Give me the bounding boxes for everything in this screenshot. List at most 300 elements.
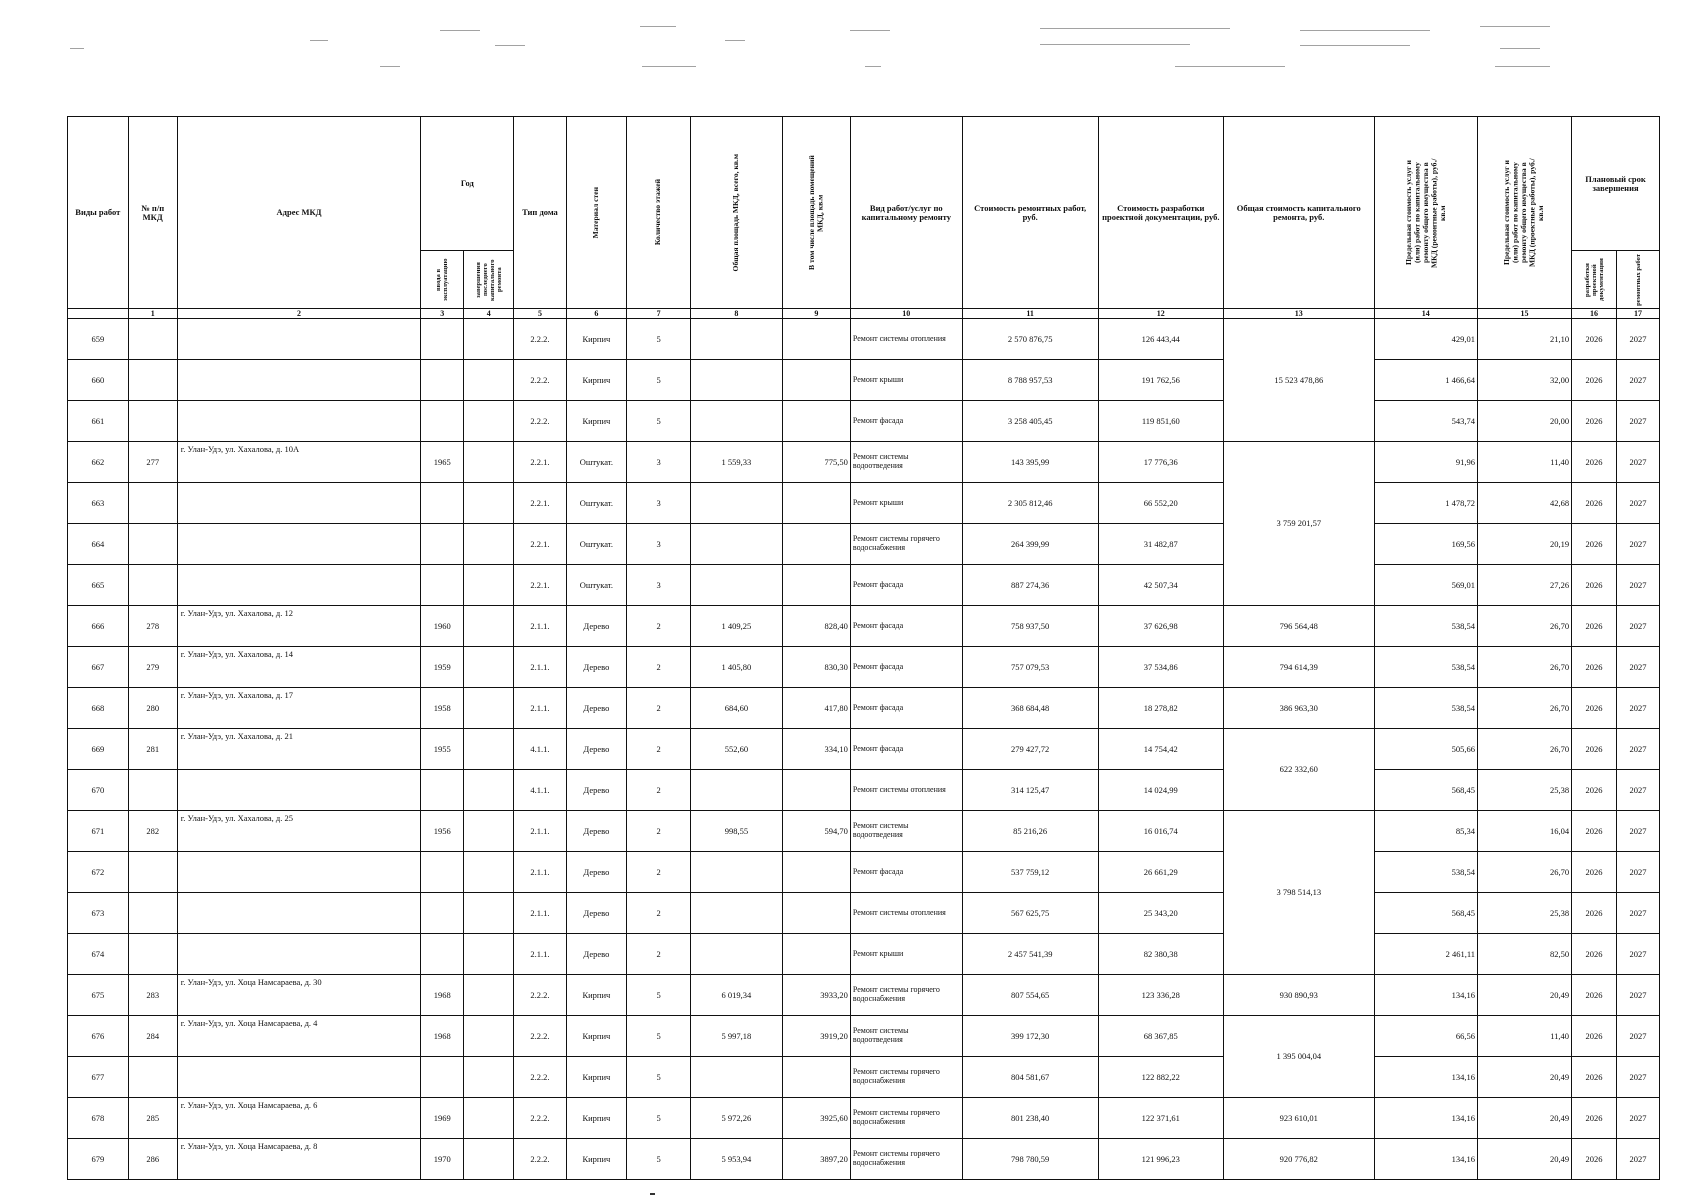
row-year-commissioned — [421, 524, 464, 565]
row-address — [177, 319, 421, 360]
row-total-cost: 1 395 004,04 — [1224, 1016, 1375, 1098]
row-total-area: 998,55 — [690, 811, 782, 852]
row-address: г. Улан-Удэ, ул. Хахалова, д. 12 — [177, 606, 421, 647]
row-floors: 2 — [627, 934, 691, 975]
row-deadline-repair: 2027 — [1617, 1057, 1660, 1098]
row-house-type: 2.2.2. — [514, 1057, 566, 1098]
table-row — [68, 729, 1660, 770]
row-address: г. Улан-Удэ, ул. Хоца Намсараева, д. 6 — [177, 1098, 421, 1139]
row-mkd-number — [128, 934, 177, 975]
row-repair-cost: 798 780,59 — [962, 1139, 1098, 1180]
col-number: 7 — [627, 309, 691, 319]
row-year-commissioned: 1959 — [421, 647, 464, 688]
row-deadline-repair: 2027 — [1617, 524, 1660, 565]
row-work-type: Ремонт фасада — [850, 852, 962, 893]
row-floors: 2 — [627, 688, 691, 729]
row-deadline-repair: 2027 — [1617, 729, 1660, 770]
row-work-number: 668 — [68, 688, 129, 729]
row-design-cost: 37 534,86 — [1098, 647, 1223, 688]
row-work-type: Ремонт фасада — [850, 688, 962, 729]
row-year-commissioned: 1968 — [421, 1016, 464, 1057]
row-year-last-repair — [464, 1098, 514, 1139]
row-year-last-repair — [464, 770, 514, 811]
row-design-cost: 14 024,99 — [1098, 770, 1223, 811]
col-number: 5 — [514, 309, 566, 319]
table-row — [68, 442, 1660, 483]
row-limit-repair: 66,56 — [1374, 1016, 1477, 1057]
row-total-area — [690, 319, 782, 360]
row-mkd-number: 280 — [128, 688, 177, 729]
row-limit-design: 25,38 — [1478, 893, 1572, 934]
row-deadline-repair: 2027 — [1617, 975, 1660, 1016]
row-limit-design: 20,49 — [1478, 1057, 1572, 1098]
col-header-house-type: Тип дома — [514, 117, 566, 309]
row-work-type: Ремонт крыши — [850, 934, 962, 975]
row-wall-material: Дерево — [566, 934, 627, 975]
row-repair-cost: 801 238,40 — [962, 1098, 1098, 1139]
col-header-floors — [627, 117, 691, 309]
row-premises-area — [782, 401, 850, 442]
row-deadline-repair: 2027 — [1617, 1016, 1660, 1057]
row-year-last-repair — [464, 1016, 514, 1057]
row-mkd-number — [128, 852, 177, 893]
row-address: г. Улан-Удэ, ул. Хоца Намсараева, д. 8 — [177, 1139, 421, 1180]
row-design-cost: 66 552,20 — [1098, 483, 1223, 524]
row-premises-area — [782, 770, 850, 811]
row-limit-repair: 134,16 — [1374, 1057, 1477, 1098]
row-year-commissioned: 1956 — [421, 811, 464, 852]
table-row — [68, 893, 1660, 934]
row-house-type: 2.2.1. — [514, 483, 566, 524]
col-header-limit-design — [1478, 117, 1572, 309]
row-limit-design: 21,10 — [1478, 319, 1572, 360]
row-house-type: 2.2.2. — [514, 360, 566, 401]
col-number: 9 — [782, 309, 850, 319]
row-limit-design: 20,49 — [1478, 1139, 1572, 1180]
col-number: 10 — [850, 309, 962, 319]
row-deadline-design: 2026 — [1572, 852, 1617, 893]
year-commissioned-label: ввода в эксплуатацию — [435, 258, 450, 301]
col-number: 1 — [128, 309, 177, 319]
row-repair-cost: 757 079,53 — [962, 647, 1098, 688]
row-wall-material: Кирпич — [566, 401, 627, 442]
row-deadline-design: 2026 — [1572, 647, 1617, 688]
limit-repair-label: Предельная стоимость услуг и (или) работ по капитальному ремонту общего имущества в МКД (ремонтные работы), руб./кв.м — [1403, 157, 1447, 268]
row-wall-material: Дерево — [566, 729, 627, 770]
row-mkd-number — [128, 524, 177, 565]
row-deadline-repair: 2027 — [1617, 852, 1660, 893]
row-wall-material: Кирпич — [566, 1057, 627, 1098]
row-house-type: 2.2.2. — [514, 1098, 566, 1139]
row-limit-design: 20,00 — [1478, 401, 1572, 442]
row-work-type: Ремонт системы отопления — [850, 770, 962, 811]
row-address — [177, 934, 421, 975]
row-wall-material: Дерево — [566, 770, 627, 811]
row-year-last-repair — [464, 565, 514, 606]
row-total-cost: 794 614,39 — [1224, 647, 1375, 688]
col-number: 11 — [962, 309, 1098, 319]
row-deadline-design: 2026 — [1572, 483, 1617, 524]
row-deadline-repair: 2027 — [1617, 688, 1660, 729]
row-deadline-design: 2026 — [1572, 1098, 1617, 1139]
row-design-cost: 31 482,87 — [1098, 524, 1223, 565]
table-row — [68, 647, 1660, 688]
row-year-commissioned — [421, 401, 464, 442]
row-work-number: 669 — [68, 729, 129, 770]
col-number: 4 — [464, 309, 514, 319]
row-design-cost: 123 336,28 — [1098, 975, 1223, 1016]
row-limit-design: 26,70 — [1478, 852, 1572, 893]
row-premises-area: 830,30 — [782, 647, 850, 688]
row-repair-cost: 2 457 541,39 — [962, 934, 1098, 975]
row-house-type: 2.2.1. — [514, 565, 566, 606]
row-repair-cost: 368 684,48 — [962, 688, 1098, 729]
row-wall-material: Дерево — [566, 606, 627, 647]
row-year-last-repair — [464, 442, 514, 483]
row-year-commissioned — [421, 319, 464, 360]
row-mkd-number: 283 — [128, 975, 177, 1016]
row-floors: 2 — [627, 811, 691, 852]
row-house-type: 2.2.2. — [514, 1016, 566, 1057]
row-year-commissioned — [421, 934, 464, 975]
row-work-type: Ремонт фасада — [850, 565, 962, 606]
row-total-cost: 796 564,48 — [1224, 606, 1375, 647]
row-limit-repair: 568,45 — [1374, 770, 1477, 811]
row-repair-cost: 279 427,72 — [962, 729, 1098, 770]
table-row — [68, 1057, 1660, 1098]
row-house-type: 2.1.1. — [514, 688, 566, 729]
row-deadline-design: 2026 — [1572, 565, 1617, 606]
row-work-type: Ремонт системы водоотведения — [850, 1016, 962, 1057]
col-number: 13 — [1224, 309, 1375, 319]
row-wall-material: Оштукат. — [566, 442, 627, 483]
row-repair-cost: 887 274,36 — [962, 565, 1098, 606]
row-total-area: 684,60 — [690, 688, 782, 729]
row-year-commissioned: 1965 — [421, 442, 464, 483]
row-address — [177, 893, 421, 934]
row-deadline-design: 2026 — [1572, 688, 1617, 729]
row-wall-material: Оштукат. — [566, 565, 627, 606]
row-year-last-repair — [464, 1057, 514, 1098]
row-repair-cost: 567 625,75 — [962, 893, 1098, 934]
row-design-cost: 14 754,42 — [1098, 729, 1223, 770]
floors-label: Количество этажей — [653, 179, 663, 246]
row-work-number: 676 — [68, 1016, 129, 1057]
row-work-type: Ремонт системы отопления — [850, 319, 962, 360]
row-year-last-repair — [464, 852, 514, 893]
table-row — [68, 811, 1660, 852]
row-premises-area — [782, 360, 850, 401]
row-work-number: 667 — [68, 647, 129, 688]
row-floors: 5 — [627, 1098, 691, 1139]
col-number: 8 — [690, 309, 782, 319]
row-design-cost: 25 343,20 — [1098, 893, 1223, 934]
row-year-commissioned: 1968 — [421, 975, 464, 1016]
row-house-type: 2.1.1. — [514, 606, 566, 647]
row-repair-cost: 8 788 957,53 — [962, 360, 1098, 401]
col-number: 3 — [421, 309, 464, 319]
row-address: г. Улан-Удэ, ул. Хоца Намсараева, д. 30 — [177, 975, 421, 1016]
row-design-cost: 82 380,38 — [1098, 934, 1223, 975]
row-address: г. Улан-Удэ, ул. Хахалова, д. 14 — [177, 647, 421, 688]
row-year-last-repair — [464, 483, 514, 524]
row-year-last-repair — [464, 401, 514, 442]
row-work-number: 672 — [68, 852, 129, 893]
row-floors: 5 — [627, 319, 691, 360]
row-floors: 2 — [627, 893, 691, 934]
row-total-area — [690, 893, 782, 934]
row-repair-cost: 2 305 812,46 — [962, 483, 1098, 524]
row-mkd-number — [128, 483, 177, 524]
row-design-cost: 68 367,85 — [1098, 1016, 1223, 1057]
row-limit-repair: 134,16 — [1374, 975, 1477, 1016]
row-deadline-design: 2026 — [1572, 975, 1617, 1016]
row-work-number: 679 — [68, 1139, 129, 1180]
row-mkd-number — [128, 319, 177, 360]
row-total-area — [690, 360, 782, 401]
row-deadline-design: 2026 — [1572, 442, 1617, 483]
row-deadline-repair: 2027 — [1617, 360, 1660, 401]
row-design-cost: 26 661,29 — [1098, 852, 1223, 893]
table-row — [68, 934, 1660, 975]
row-premises-area: 3919,20 — [782, 1016, 850, 1057]
row-work-type: Ремонт системы отопления — [850, 893, 962, 934]
row-year-commissioned — [421, 565, 464, 606]
row-floors: 2 — [627, 647, 691, 688]
row-year-last-repair — [464, 524, 514, 565]
row-house-type: 4.1.1. — [514, 770, 566, 811]
col-header-repair-cost: Стоимость ремонтных работ, руб. — [962, 117, 1098, 309]
row-limit-repair: 568,45 — [1374, 893, 1477, 934]
row-work-number: 674 — [68, 934, 129, 975]
row-deadline-repair: 2027 — [1617, 483, 1660, 524]
row-total-area: 1 405,80 — [690, 647, 782, 688]
row-total-area: 5 953,94 — [690, 1139, 782, 1180]
col-number: 14 — [1374, 309, 1477, 319]
row-limit-design: 20,49 — [1478, 975, 1572, 1016]
row-total-cost: 923 610,01 — [1224, 1098, 1375, 1139]
col-number: 12 — [1098, 309, 1223, 319]
row-floors: 2 — [627, 770, 691, 811]
row-total-cost: 3 798 514,13 — [1224, 811, 1375, 975]
row-limit-repair: 1 466,64 — [1374, 360, 1477, 401]
row-year-commissioned: 1960 — [421, 606, 464, 647]
row-premises-area — [782, 934, 850, 975]
row-total-cost: 622 332,60 — [1224, 729, 1375, 811]
row-year-commissioned — [421, 360, 464, 401]
row-year-commissioned — [421, 1057, 464, 1098]
row-work-number: 660 — [68, 360, 129, 401]
row-work-type: Ремонт фасада — [850, 606, 962, 647]
row-house-type: 2.1.1. — [514, 852, 566, 893]
row-work-type: Ремонт системы водоотведения — [850, 811, 962, 852]
row-limit-design: 26,70 — [1478, 647, 1572, 688]
row-deadline-repair: 2027 — [1617, 565, 1660, 606]
row-year-commissioned: 1969 — [421, 1098, 464, 1139]
row-work-type: Ремонт системы горячего водоснабжения — [850, 1057, 962, 1098]
table-row — [68, 524, 1660, 565]
row-deadline-design: 2026 — [1572, 524, 1617, 565]
row-design-cost: 37 626,98 — [1098, 606, 1223, 647]
row-repair-cost: 758 937,50 — [962, 606, 1098, 647]
row-deadline-repair: 2027 — [1617, 811, 1660, 852]
row-work-number: 675 — [68, 975, 129, 1016]
row-year-last-repair — [464, 975, 514, 1016]
row-work-number: 670 — [68, 770, 129, 811]
row-work-type: Ремонт системы водоотведения — [850, 442, 962, 483]
row-floors: 5 — [627, 360, 691, 401]
row-total-area — [690, 770, 782, 811]
row-house-type: 4.1.1. — [514, 729, 566, 770]
row-mkd-number: 286 — [128, 1139, 177, 1180]
col-header-deadline-design — [1572, 251, 1617, 309]
row-total-area: 1 409,25 — [690, 606, 782, 647]
row-wall-material: Дерево — [566, 688, 627, 729]
row-address — [177, 360, 421, 401]
row-floors: 2 — [627, 729, 691, 770]
row-premises-area: 594,70 — [782, 811, 850, 852]
row-deadline-design: 2026 — [1572, 770, 1617, 811]
row-deadline-design: 2026 — [1572, 893, 1617, 934]
row-mkd-number: 278 — [128, 606, 177, 647]
col-header-total-area — [690, 117, 782, 309]
row-deadline-repair: 2027 — [1617, 934, 1660, 975]
table-row — [68, 688, 1660, 729]
row-deadline-repair: 2027 — [1617, 893, 1660, 934]
row-total-area: 5 997,18 — [690, 1016, 782, 1057]
row-house-type: 2.2.1. — [514, 442, 566, 483]
row-total-area — [690, 565, 782, 606]
row-floors: 5 — [627, 975, 691, 1016]
row-premises-area — [782, 524, 850, 565]
row-house-type: 2.1.1. — [514, 934, 566, 975]
row-mkd-number — [128, 893, 177, 934]
row-year-commissioned — [421, 483, 464, 524]
row-limit-design: 82,50 — [1478, 934, 1572, 975]
row-repair-cost: 85 216,26 — [962, 811, 1098, 852]
row-floors: 2 — [627, 606, 691, 647]
row-design-cost: 126 443,44 — [1098, 319, 1223, 360]
row-limit-design: 11,40 — [1478, 442, 1572, 483]
row-mkd-number — [128, 1057, 177, 1098]
row-design-cost: 122 882,22 — [1098, 1057, 1223, 1098]
row-year-last-repair — [464, 606, 514, 647]
row-work-number: 659 — [68, 319, 129, 360]
row-work-type: Ремонт фасада — [850, 401, 962, 442]
row-year-commissioned: 1955 — [421, 729, 464, 770]
row-deadline-design: 2026 — [1572, 360, 1617, 401]
row-floors: 3 — [627, 442, 691, 483]
row-address — [177, 401, 421, 442]
row-mkd-number — [128, 565, 177, 606]
row-work-number: 673 — [68, 893, 129, 934]
row-limit-repair: 538,54 — [1374, 852, 1477, 893]
row-address — [177, 770, 421, 811]
row-house-type: 2.2.2. — [514, 975, 566, 1016]
col-number: 6 — [566, 309, 627, 319]
row-address — [177, 483, 421, 524]
row-deadline-design: 2026 — [1572, 1057, 1617, 1098]
row-wall-material: Дерево — [566, 852, 627, 893]
row-premises-area — [782, 319, 850, 360]
row-year-last-repair — [464, 893, 514, 934]
row-mkd-number: 281 — [128, 729, 177, 770]
row-repair-cost: 2 570 876,75 — [962, 319, 1098, 360]
row-deadline-design: 2026 — [1572, 401, 1617, 442]
table-row — [68, 606, 1660, 647]
row-premises-area: 3925,60 — [782, 1098, 850, 1139]
row-limit-design: 26,70 — [1478, 606, 1572, 647]
row-limit-design: 27,26 — [1478, 565, 1572, 606]
row-deadline-repair: 2027 — [1617, 401, 1660, 442]
row-repair-cost: 314 125,47 — [962, 770, 1098, 811]
row-limit-design: 20,19 — [1478, 524, 1572, 565]
row-repair-cost: 3 258 405,45 — [962, 401, 1098, 442]
row-design-cost: 16 016,74 — [1098, 811, 1223, 852]
row-deadline-repair: 2027 — [1617, 647, 1660, 688]
row-wall-material: Дерево — [566, 811, 627, 852]
row-year-last-repair — [464, 811, 514, 852]
row-address: г. Улан-Удэ, ул. Хахалова, д. 10А — [177, 442, 421, 483]
total-area-label: Общая площадь МКД, всего, кв.м — [731, 153, 741, 272]
row-deadline-repair: 2027 — [1617, 442, 1660, 483]
row-limit-repair: 134,16 — [1374, 1098, 1477, 1139]
wall-material-label: Материал стен — [591, 186, 601, 239]
row-wall-material: Кирпич — [566, 1139, 627, 1180]
row-design-cost: 18 278,82 — [1098, 688, 1223, 729]
row-premises-area — [782, 1057, 850, 1098]
row-premises-area: 3897,20 — [782, 1139, 850, 1180]
row-premises-area: 828,40 — [782, 606, 850, 647]
row-design-cost: 122 371,61 — [1098, 1098, 1223, 1139]
col-header-premises-area — [782, 117, 850, 309]
row-limit-repair: 134,16 — [1374, 1139, 1477, 1180]
row-limit-repair: 543,74 — [1374, 401, 1477, 442]
row-premises-area: 417,80 — [782, 688, 850, 729]
row-address — [177, 852, 421, 893]
row-total-area — [690, 1057, 782, 1098]
table-row — [68, 319, 1660, 360]
row-house-type: 2.1.1. — [514, 811, 566, 852]
row-year-last-repair — [464, 934, 514, 975]
row-limit-design: 25,38 — [1478, 770, 1572, 811]
row-mkd-number: 284 — [128, 1016, 177, 1057]
row-wall-material: Кирпич — [566, 360, 627, 401]
row-floors: 3 — [627, 483, 691, 524]
row-design-cost: 42 507,34 — [1098, 565, 1223, 606]
row-repair-cost: 804 581,67 — [962, 1057, 1098, 1098]
row-repair-cost: 537 759,12 — [962, 852, 1098, 893]
row-work-number: 664 — [68, 524, 129, 565]
row-premises-area: 334,10 — [782, 729, 850, 770]
premises-area-label: В том числе площадь помещений МКД, кв.м — [806, 155, 825, 270]
deadline-design-label: разработки проектной документации — [1583, 258, 1605, 301]
row-house-type: 2.2.1. — [514, 524, 566, 565]
col-header-wall-material — [566, 117, 627, 309]
row-deadline-design: 2026 — [1572, 1016, 1617, 1057]
row-limit-repair: 429,01 — [1374, 319, 1477, 360]
row-address: г. Улан-Удэ, ул. Хахалова, д. 17 — [177, 688, 421, 729]
row-design-cost: 119 851,60 — [1098, 401, 1223, 442]
capital-repair-table-sheet — [67, 116, 1660, 1180]
row-limit-design: 26,70 — [1478, 729, 1572, 770]
row-work-type: Ремонт крыши — [850, 483, 962, 524]
row-limit-repair: 505,66 — [1374, 729, 1477, 770]
row-limit-repair: 538,54 — [1374, 688, 1477, 729]
col-header-work-type: Вид работ/услуг по капитальному ремонту — [850, 117, 962, 309]
row-limit-design: 11,40 — [1478, 1016, 1572, 1057]
year-last-repair-label: завершения последнего капитального ремонта — [474, 258, 503, 301]
